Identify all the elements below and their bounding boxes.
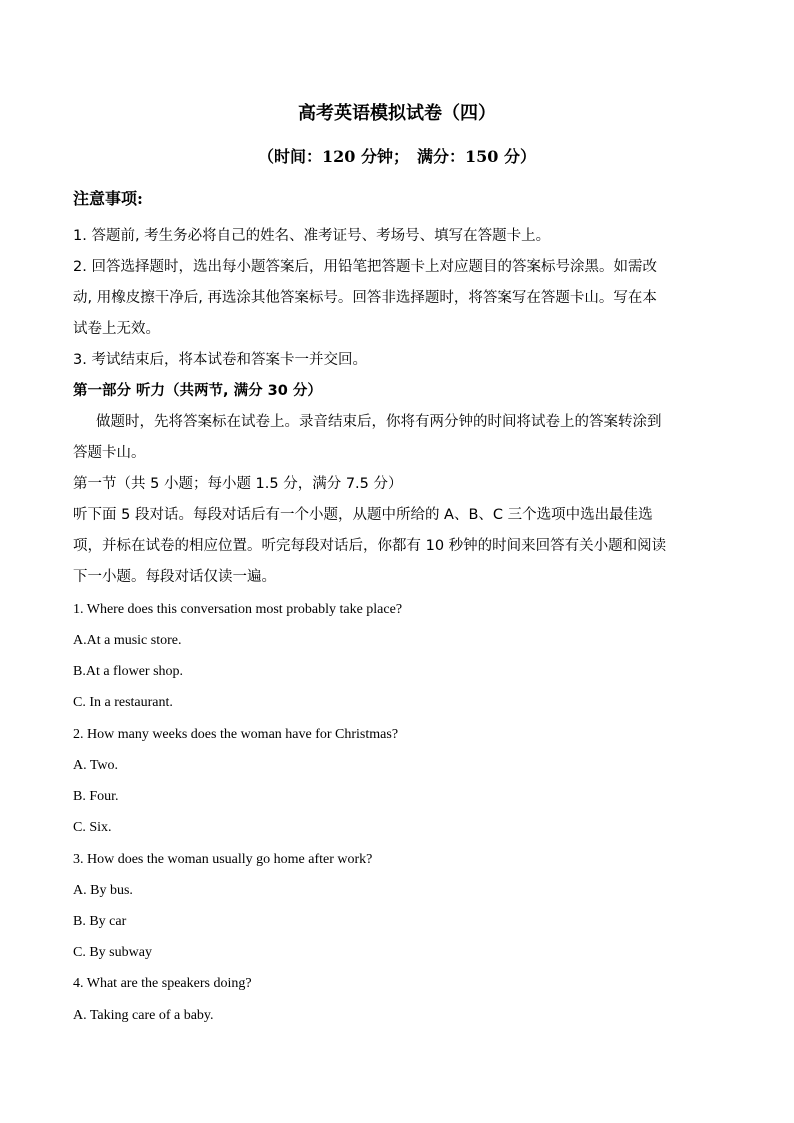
- notice-item: 试卷上无效。: [73, 321, 160, 337]
- question-stem: 3. How does the woman usually go home after work?: [73, 852, 373, 867]
- question-option: B. Four.: [73, 789, 119, 804]
- notice-item: 动, 用橡皮擦干净后, 再选涂其他答案标号。回答非选择题时，将答案写在答题卡山。写在本: [73, 290, 657, 306]
- question-stem: 1. Where does this conversation most probably take place?: [73, 602, 403, 617]
- question-option: B.At a flower shop.: [73, 664, 184, 679]
- part1-intro: 做题时，先将答案标在试卷上。录音结束后，你将有两分钟的时间将试卷上的答案转涂到: [96, 414, 662, 430]
- question-option: B. By car: [73, 914, 127, 929]
- notice-item: 2. 回答选择题时，选出每小题答案后，用铅笔把答题卡上对应题目的答案标号涂黑。如需改: [73, 259, 657, 275]
- exam-title: 高考英语模拟试卷（四）: [298, 103, 496, 124]
- question-option: A. Taking care of a baby.: [73, 1008, 214, 1023]
- question-option: A.At a music store.: [73, 633, 182, 648]
- section1-instruction: 项，并标在试卷的相应位置。听完每段对话后，你都有 10 秒钟的时间来回答有关小题和阅读: [73, 538, 667, 554]
- part1-intro: 答题卡山。: [73, 445, 146, 461]
- question-option: A. Two.: [73, 758, 119, 773]
- section1-instruction: 听下面 5 段对话。每段对话后有一个小题，从题中所给的 A、B、C 三个选项中选出最佳选: [73, 507, 653, 523]
- notice-item: 1. 答题前, 考生务必将自己的姓名、准考证号、考场号、填写在答题卡上。: [73, 228, 551, 244]
- section1-instruction: 下一小题。每段对话仅读一遍。: [73, 569, 276, 585]
- question-option: C. By subway: [73, 945, 152, 960]
- question-option: C. In a restaurant.: [73, 695, 173, 710]
- question-stem: 4. What are the speakers doing?: [73, 976, 252, 991]
- notice-heading: 注意事项:: [73, 189, 143, 208]
- question-option: C. Six.: [73, 820, 112, 835]
- question-stem: 2. How many weeks does the woman have for Christmas?: [73, 727, 399, 742]
- notice-item: 3. 考试结束后，将本试卷和答案卡一并交回。: [73, 352, 367, 368]
- exam-subtitle: （时间：120 分钟； 满分：150 分）: [258, 147, 536, 166]
- section1-heading: 第一节（共 5 小题；每小题 1.5 分，满分 7.5 分）: [73, 476, 403, 492]
- question-option: A. By bus.: [73, 883, 133, 898]
- part1-heading: 第一部分 听力（共两节, 满分 30 分）: [73, 383, 322, 399]
